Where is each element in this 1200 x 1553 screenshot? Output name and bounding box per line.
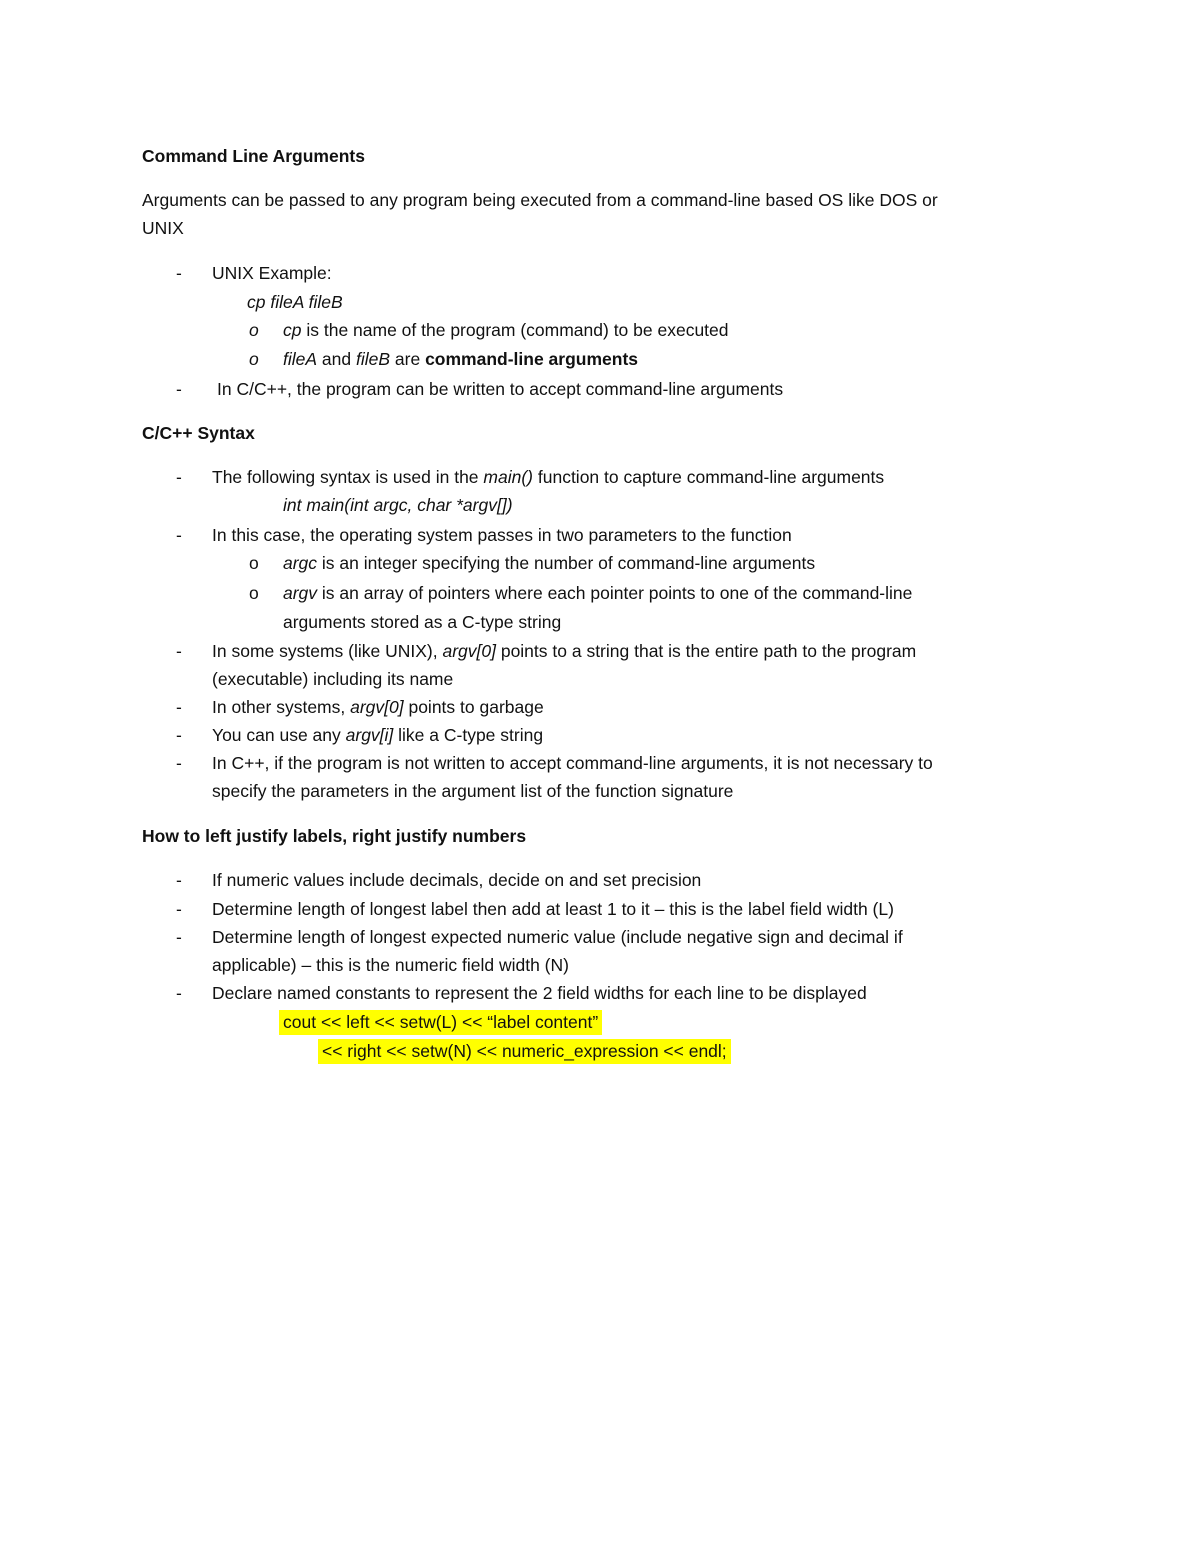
section-title-command-line-arguments: Command Line Arguments: [142, 146, 365, 166]
bullet-numeric-width-continued: applicable) – this is the numeric field width (N): [212, 955, 569, 975]
bullet-following-syntax: The following syntax is used in the main() function to capture command-line arguments: [212, 467, 885, 487]
bullet-unix-example: UNIX Example:: [212, 263, 332, 283]
bullet-dash: -: [176, 641, 182, 661]
section-title-justify: How to left justify labels, right justify numbers: [142, 826, 527, 846]
intro-line-1: Arguments can be passed to any program being executed from a command-line based OS like DOS or: [142, 190, 938, 210]
bullet-named-constants: Declare named constants to represent the 2 field widths for each line to be displayed: [212, 983, 867, 1003]
bullet-dash: -: [176, 467, 182, 487]
bullet-dash: -: [176, 927, 182, 947]
bullet-unix-argv0-continued: (executable) including its name: [212, 669, 454, 689]
sub-bullet-cp-description: cp is the name of the program (command) to be executed: [283, 320, 729, 340]
sub-bullet-circle: o: [249, 349, 259, 369]
bullet-dash: -: [176, 899, 182, 919]
code-line-cout: [279, 1011, 602, 1033]
intro-line-2: UNIX: [142, 218, 184, 238]
sub-bullet-argv-continued: arguments stored as a C-type string: [283, 612, 562, 632]
bullet-dash: -: [176, 263, 182, 283]
bullet-dash: -: [176, 983, 182, 1003]
highlighted-code-cout: cout << left << setw(L) << “label content”: [279, 1010, 602, 1035]
bullet-label-width: Determine length of longest label then add at least 1 to it – this is the label field width (L): [212, 899, 894, 919]
bullet-dash: -: [176, 753, 182, 773]
bullet-cpp-not-necessary: In C++, if the program is not written to accept command-line arguments, it is not necessary to: [212, 753, 933, 773]
bullet-unix-argv0: In some systems (like UNIX), argv[0] points to a string that is the entire path to the program: [212, 641, 917, 661]
bullet-dash: -: [176, 870, 182, 890]
bullet-os-passes-params: In this case, the operating system passes in two parameters to the function: [212, 525, 792, 545]
code-cp: cp: [283, 320, 302, 340]
bullet-dash: -: [176, 379, 182, 399]
bullet-dash: -: [176, 525, 182, 545]
sub-bullet-argv: argv is an array of pointers where each pointer points to one of the command-line: [283, 583, 913, 603]
bullet-cpp-accept: In C/C++, the program can be written to accept command-line arguments: [217, 379, 784, 399]
sub-bullet-files-description: fileA and fileB are command-line arguments: [283, 349, 639, 369]
bullet-precision: If numeric values include decimals, decide on and set precision: [212, 870, 702, 890]
sub-bullet-circle: o: [249, 553, 259, 573]
bullet-cpp-not-necessary-continued: specify the parameters in the argument list of the function signature: [212, 781, 734, 801]
sub-bullet-circle: o: [249, 583, 259, 603]
bullet-other-systems: In other systems, argv[0] points to garbage: [212, 697, 544, 717]
sub-bullet-circle: o: [249, 320, 259, 340]
bullet-dash: -: [176, 725, 182, 745]
bullet-use-any-argv: You can use any argv[i] like a C-type string: [212, 725, 544, 745]
sub-bullet-argc: argc is an integer specifying the number of command-line arguments: [283, 553, 816, 573]
main-signature: int main(int argc, char *argv[]): [283, 495, 513, 515]
bullet-numeric-width: Determine length of longest expected numeric value (include negative sign and decimal if: [212, 927, 903, 947]
example-command: cp fileA fileB: [247, 292, 343, 312]
highlighted-code-right: << right << setw(N) << numeric_expression << endl;: [318, 1039, 731, 1064]
section-title-cpp-syntax: C/C++ Syntax: [142, 423, 255, 443]
code-line-right: [318, 1040, 731, 1062]
bullet-dash: -: [176, 697, 182, 717]
